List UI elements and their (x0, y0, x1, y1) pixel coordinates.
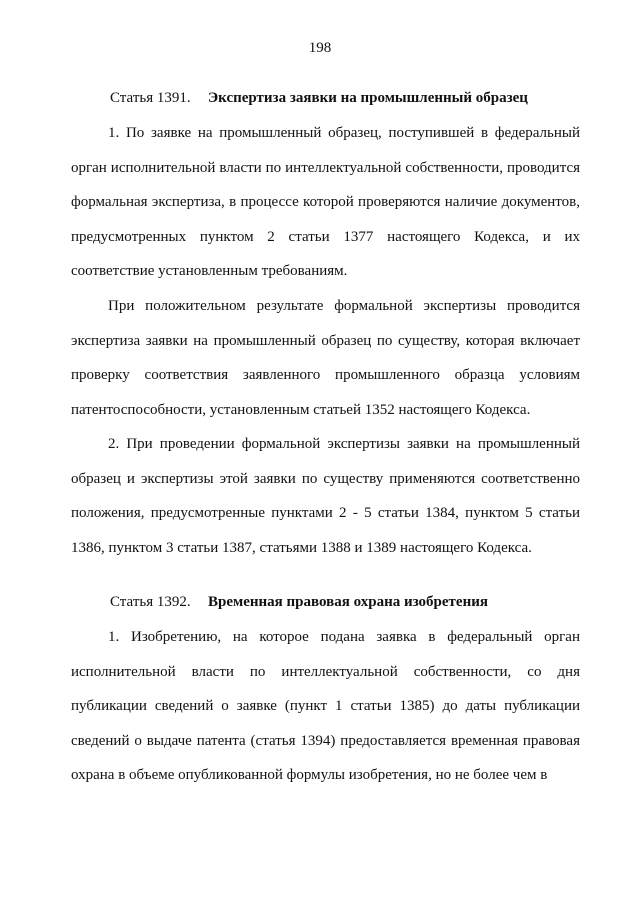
article-title: Временная правовая охрана изобретения (208, 594, 488, 610)
article-title: Экспертиза заявки на промышленный образец (208, 90, 528, 106)
article-1392-heading (110, 594, 488, 611)
article-number: Статья 1391. (110, 90, 191, 106)
article-number: Статья 1392. (110, 594, 191, 610)
article-1391-paragraph-3: 2. При проведении формальной экспертизы заявки на промышленный образец и экспертизы этой заявки по существу применяются соответственно положения, предусмотренные пунктами 2 - 5 статьи 1384, пунктом 5 статьи 1386, пунктом 3 статьи 1387, статьями 1388 и 1389 настоящего Кодекса. (71, 436, 580, 556)
page-number: 198 (308, 40, 332, 56)
article-1391-paragraph-2: При положительном результате формальной экспертизы проводится экспертиза заявки на промышленный образец по существу, которая включает проверку соответствия заявленного промышленного образца условиям патентоспособности, установленным статьей 1352 настоящего Кодекса. (71, 298, 580, 418)
article-1391-paragraph-1: 1. По заявке на промышленный образец, поступившей в федеральный орган исполнительной власти по интеллектуальной собственности, проводится формальная экспертиза, в процессе которой проверяются наличие документов, предусмотренных пунктом 2 статьи 1377 настоящего Кодекса, и их соответствие установленным требованиям. (71, 125, 580, 279)
article-1391-heading (110, 90, 528, 107)
article-1392-paragraph-1: 1. Изобретению, на которое подана заявка в федеральный орган исполнительной власти по интеллектуальной собственности, со дня публикации сведений о заявке (пункт 1 статьи 1385) до даты публикации сведений о выдаче патента (статья 1394) предоставляется временная правовая охрана в объеме опубликованной формулы изобретения, но не более чем в (71, 629, 580, 783)
